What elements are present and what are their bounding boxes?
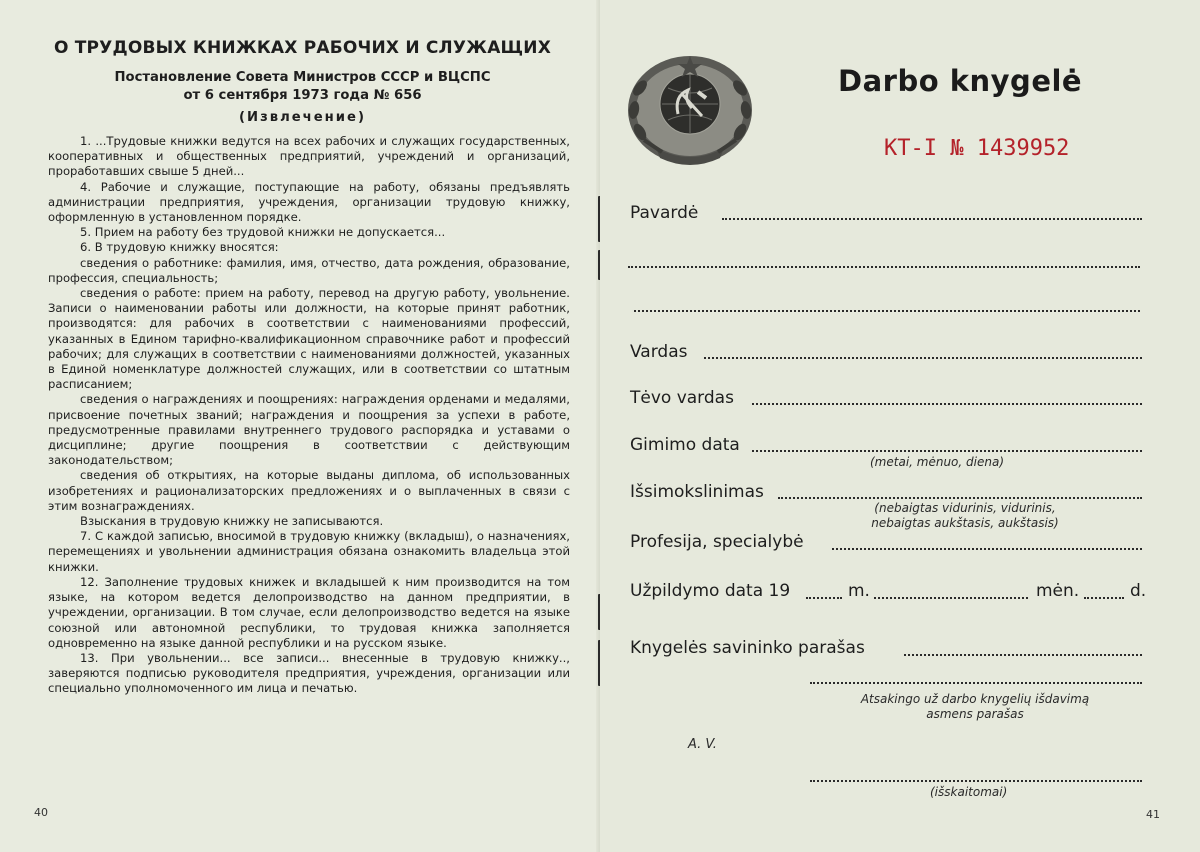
decree-line-2: от 6 сентября 1973 года № 656 <box>183 88 422 103</box>
paragraph-6: 6. В трудовую книжку вносятся: <box>80 240 279 255</box>
education-hint-line-2: nebaigtas aukštasis, aukštasis) <box>871 516 1059 530</box>
decree-line-1: Постановление Совета Министров СССР и ВЦСПС <box>114 70 491 85</box>
paragraph-6-worker: сведения о работнике: фамилия, имя, отчество, дата рождения, образование, профессия, специальность; <box>48 255 570 285</box>
right-page-number: 41 <box>1146 808 1160 821</box>
serial-number: КТ-I № 1439952 <box>884 136 1070 161</box>
surname-line-3[interactable] <box>634 310 1140 312</box>
ussr-emblem-icon <box>622 48 758 168</box>
surname-line-2[interactable] <box>628 266 1140 268</box>
patronymic-label: Tėvo vardas <box>630 388 734 408</box>
responsible-caption-line-2: asmens parašas <box>926 707 1024 721</box>
education-line[interactable] <box>778 497 1142 499</box>
responsible-caption <box>830 692 1120 722</box>
decoding-line[interactable] <box>810 780 1142 782</box>
paragraph-6-work: сведения о работе: прием на работу, перевод на другую работу, увольнение. Записи о наименовании работы или должности, на которые принят работник, производятся: для рабочих в соответствии с наименованиями профессий, указанных в Едином тарифно-квалификационном справочнике работ и профессий рабочих; для служащих в соответствии с наименованиями должностей, указанных в Единой номенклатуре должностей служащих, или в соответствии со штатным расписанием; <box>48 286 570 392</box>
fill-date-day-line[interactable] <box>1084 597 1124 599</box>
fill-date-day-suffix: d. <box>1130 581 1147 601</box>
paragraph-6-discoveries: сведения об открытиях, на которые выданы диплома, об использованных изобретениях и рационализаторских предложениях и о выплаченных в связи с этим вознаграждениях. <box>48 468 570 513</box>
responsible-caption-line-1: Atsakingo už darbo knygelių išdavimą <box>860 692 1090 706</box>
paragraph-1: 1. ...Трудовые книжки ведутся на всех рабочих и служащих государственных, кооперативных и общественных предприятий, учреждений и организаций, проработавших свыше 5 дней... <box>48 134 570 179</box>
owner-signature-label: Knygelės savininko parašas <box>630 638 865 658</box>
profession-line[interactable] <box>832 548 1142 550</box>
fill-date-year-suffix: m. <box>848 581 870 601</box>
fill-date-month-line[interactable] <box>874 597 1028 599</box>
name-line[interactable] <box>704 357 1142 359</box>
education-hint-line-1: (nebaigtas vidurinis, vidurinis, <box>874 501 1056 515</box>
fill-date-month-suffix: mėn. <box>1036 581 1080 601</box>
decoding-hint: (išskaitomai) <box>930 785 1008 799</box>
stamp-place: A. V. <box>688 737 717 752</box>
profession-label: Profesija, specialybė <box>630 532 804 552</box>
paragraph-7: 7. С каждой записью, вносимой в трудовую книжку (вкладыш), о назначениях, перемещениях и увольнении администрация обязана ознакомить владельца этой книжки. <box>48 529 570 574</box>
paragraph-12: 12. Заполнение трудовых книжек и вкладышей к ним производится на том языке, на котором ведется делопроизводство на данном предприятии, в учреждении, организации. В том случае, если делопроизводство ведется на языке союзной или автономной республики, то трудовая книжка заполняется одновременно на языке данной республики и на русском языке. <box>48 574 570 650</box>
paragraph-penalties: Взыскания в трудовую книжку не записываются. <box>80 514 384 529</box>
paragraph-5: 5. Прием на работу без трудовой книжки не допускается... <box>80 225 446 240</box>
education-hint <box>840 501 1090 531</box>
surname-label: Pavardė <box>630 203 699 223</box>
fill-date-year-line[interactable] <box>806 597 842 599</box>
name-label: Vardas <box>630 342 688 362</box>
responsible-signature-line[interactable] <box>810 682 1142 684</box>
patronymic-line[interactable] <box>752 403 1142 405</box>
owner-signature-line[interactable] <box>904 654 1142 656</box>
fill-date-label: Užpildymo data 19 <box>630 581 791 601</box>
left-page-title: О ТРУДОВЫХ КНИЖКАХ РАБОЧИХ И СЛУЖАЩИХ <box>53 38 552 58</box>
paragraph-6-awards: сведения о награждениях и поощрениях: награждения орденами и медалями, присвоение почетных званий; награждения и поощрения за успехи в работе, предусмотренные правилами внутреннего трудового распорядка и уставами о дисциплине; другие поощрения в соответствии с действующим законодательством; <box>48 392 570 468</box>
decree-body <box>48 134 570 697</box>
paragraph-13: 13. При увольнении... все записи... внесенные в трудовую книжку.., заверяются подписью руководителя предприятия, учреждения, организации или специально уполномоченного им лица и печатью. <box>48 650 570 696</box>
left-page-number: 40 <box>34 806 48 819</box>
surname-line[interactable] <box>722 218 1142 220</box>
birth-date-hint: (metai, mėnuo, diena) <box>870 455 1005 469</box>
workbook-title: Darbo knygelė <box>838 64 1083 98</box>
paragraph-4: 4. Рабочие и служащие, поступающие на работу, обязаны предъявлять администрации предприятия, учреждения, организации трудовую книжку, оформленную в установленном порядке. <box>48 179 570 225</box>
education-label: Išsimokslinimas <box>630 482 764 502</box>
birth-date-label: Gimimo data <box>630 435 740 455</box>
extract-label: (Извлечение) <box>239 110 366 125</box>
birth-date-line[interactable] <box>752 450 1142 452</box>
